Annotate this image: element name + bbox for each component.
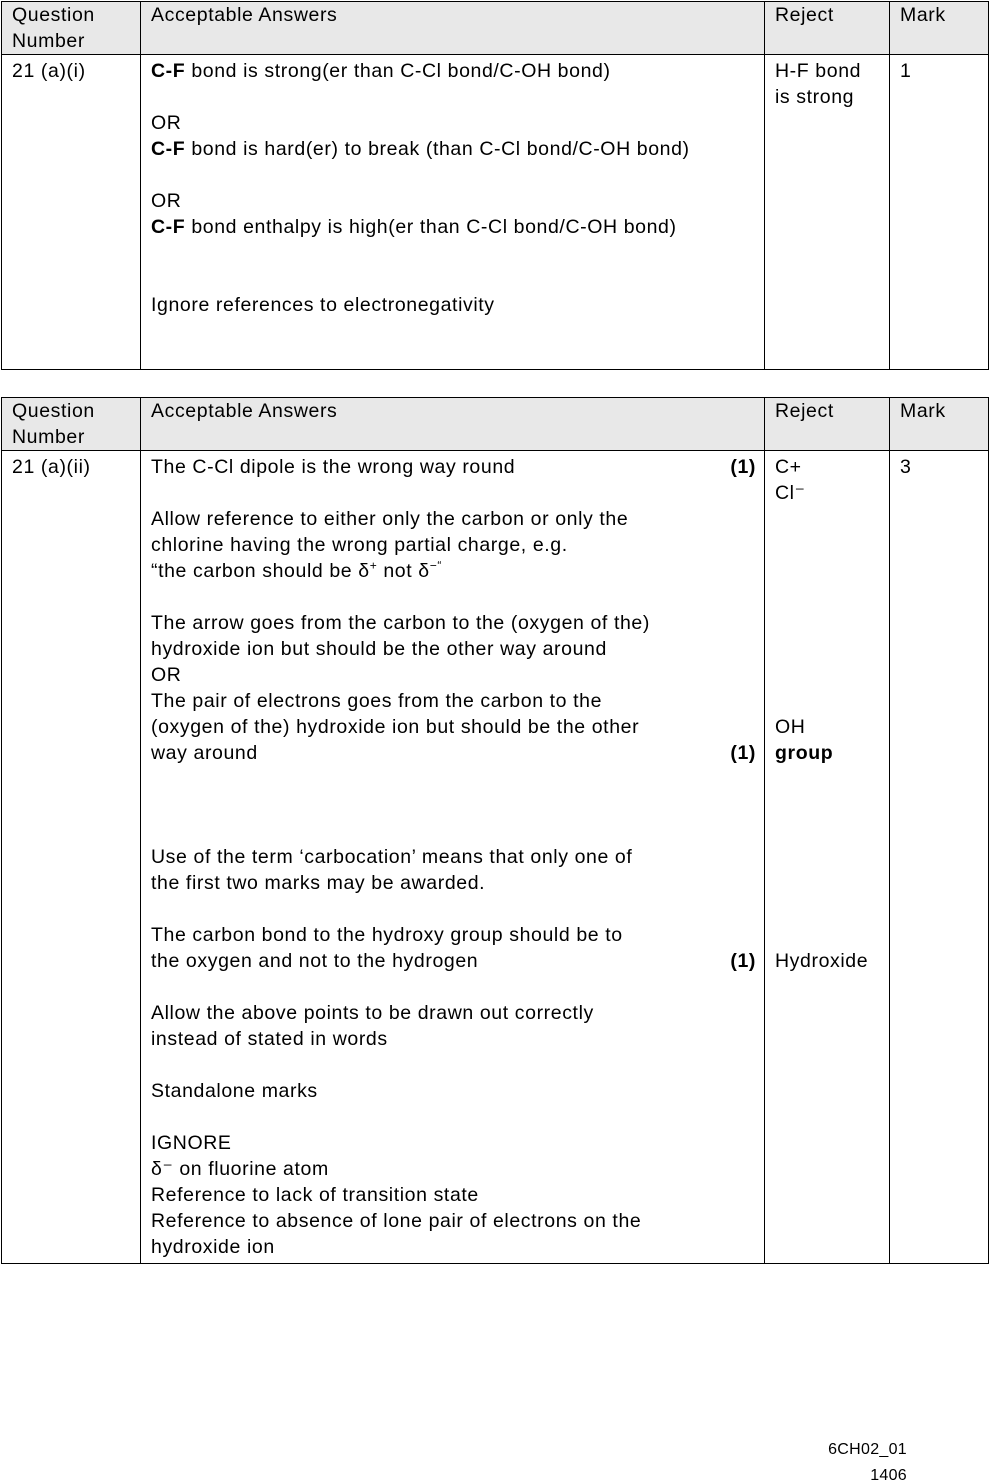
reject-item: Hydroxide [775, 950, 869, 972]
page-footer [828, 1437, 907, 1480]
allow-note: instead of stated in words [151, 1028, 388, 1050]
allow-note: Allow reference to either only the carbon or only the [151, 508, 629, 530]
mark-cell: 1 [890, 55, 989, 370]
charge-sup: −“ [429, 558, 442, 573]
reject-cell: H-F bond is strong [765, 55, 890, 370]
header-acceptable-answers: Acceptable Answers [141, 2, 765, 55]
acceptable-answers-cell [141, 55, 765, 370]
mark-indicator: (1) [730, 950, 756, 972]
answer-text: The C-Cl dipole is the wrong way round [151, 456, 516, 478]
header-question-number: Question Number [2, 398, 141, 451]
allow-note: Allow the above points to be drawn out correctly [151, 1002, 594, 1024]
ignore-item: Reference to absence of lone pair of electrons on the [151, 1210, 642, 1232]
header-mark: Mark [890, 398, 989, 451]
allow-note: chlorine having the wrong partial charge, e.g. [151, 534, 568, 556]
example-text: “the carbon should be δ [151, 560, 370, 582]
header-mark: Mark [890, 2, 989, 55]
answer-line [151, 214, 756, 240]
answer-text: hydroxide ion but should be the other way around [151, 638, 607, 660]
paper-code: 6CH02_01 [828, 1441, 907, 1458]
allow-example [151, 558, 756, 584]
marking-point-2 [151, 740, 756, 766]
header-question-number: Question Number [2, 2, 141, 55]
ignore-item: Reference to lack of transition state [151, 1184, 479, 1206]
example-text: not δ [377, 560, 430, 582]
bond-label: C-F [151, 138, 186, 160]
answer-text: bond enthalpy is high(er than C-Cl bond/C-OH bond) [185, 216, 677, 238]
header-acceptable-answers: Acceptable Answers [141, 398, 765, 451]
header-reject: Reject [765, 2, 890, 55]
marking-point-3 [151, 948, 756, 974]
answer-text: the oxygen and not to the hydrogen [151, 950, 479, 972]
carbocation-note: the first two marks may be awarded. [151, 872, 486, 894]
answer-text: way around [151, 742, 258, 764]
carbocation-note: Use of the term ‘carbocation’ means that only one of [151, 846, 633, 868]
ignore-note: Ignore references to electronegativity [151, 294, 495, 316]
page-number: 1406 [870, 1467, 907, 1480]
reject-item: group [775, 742, 834, 764]
reject-cell [765, 451, 890, 1264]
mark-indicator: (1) [730, 742, 756, 764]
header-row [2, 2, 989, 55]
header-reject: Reject [765, 398, 890, 451]
answer-line [151, 136, 756, 162]
mark-cell: 3 [890, 451, 989, 1264]
markscheme-table-21aii [1, 397, 989, 1264]
answer-text: The carbon bond to the hydroxy group should be to [151, 924, 623, 946]
ignore-item: hydroxide ion [151, 1236, 275, 1258]
or-label: OR [151, 190, 182, 212]
answer-text: bond is hard(er) to break (than C-Cl bond/C-OH bond) [185, 138, 690, 160]
ignore-item: δ⁻ on fluorine atom [151, 1158, 329, 1180]
answer-text: The pair of electrons goes from the carbon to the [151, 690, 603, 712]
markscheme-table-21ai [1, 1, 989, 370]
question-number: 21 (a)(ii) [2, 451, 141, 1264]
standalone-note: Standalone marks [151, 1080, 318, 1102]
or-label: OR [151, 664, 182, 686]
header-row [2, 398, 989, 451]
marking-point-1 [151, 454, 756, 480]
question-number: 21 (a)(i) [2, 55, 141, 370]
bond-label: C-F [151, 60, 186, 82]
answer-text: The arrow goes from the carbon to the (oxygen of the) [151, 612, 650, 634]
or-label: OR [151, 112, 182, 134]
ignore-heading: IGNORE [151, 1132, 232, 1154]
charge-sup: + [369, 558, 378, 573]
answer-text: bond is strong(er than C-Cl bond/C-OH bond) [185, 60, 611, 82]
answer-row [2, 451, 989, 1264]
reject-item: Cl⁻ [775, 482, 806, 504]
acceptable-answers-cell [141, 451, 765, 1264]
reject-item: OH [775, 716, 806, 738]
bond-label: C-F [151, 216, 186, 238]
reject-item: C+ [775, 456, 802, 478]
mark-indicator: (1) [730, 456, 756, 478]
answer-row [2, 55, 989, 370]
answer-text: (oxygen of the) hydroxide ion but should be the other [151, 716, 640, 738]
answer-line [151, 58, 756, 84]
